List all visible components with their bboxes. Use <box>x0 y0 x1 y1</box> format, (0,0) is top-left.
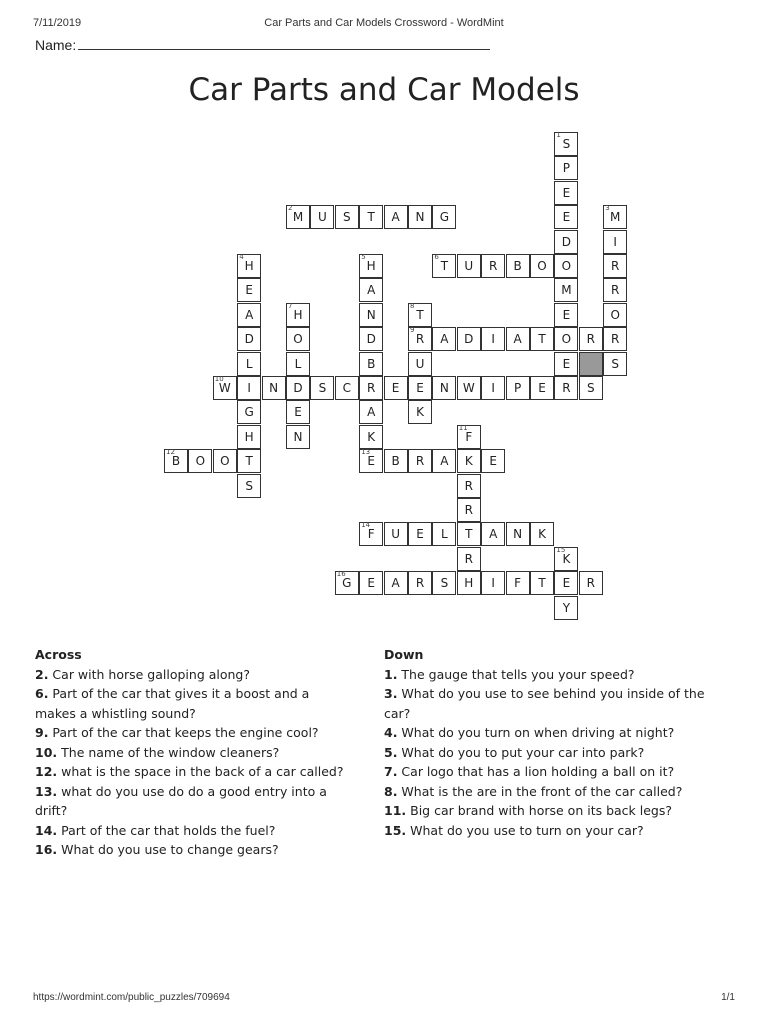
grid-cell[interactable] <box>530 522 554 546</box>
grid-cell[interactable] <box>457 547 481 571</box>
cell-letter: S <box>611 356 619 371</box>
down-clue <box>384 665 734 685</box>
grid-cell[interactable] <box>554 376 578 400</box>
cell-letter: W <box>462 381 475 395</box>
cell-letter: E <box>562 210 571 225</box>
grid-cell[interactable] <box>359 400 383 424</box>
cell-number: 16 <box>336 570 346 579</box>
cell-letter: T <box>440 259 449 273</box>
cell-letter: S <box>562 137 571 151</box>
grid-cell[interactable] <box>359 303 383 327</box>
cell-letter: M <box>610 210 621 225</box>
grid-cell[interactable] <box>481 254 505 278</box>
grid-cell[interactable] <box>579 327 603 351</box>
clue-text: What do you use to see behind you inside of the car? <box>384 686 705 721</box>
grid-cell[interactable] <box>554 132 578 156</box>
down-clue <box>384 684 734 723</box>
cell-letter: O <box>195 454 206 469</box>
grid-cell[interactable] <box>579 571 603 595</box>
name-label: Name: <box>35 37 77 53</box>
across-clue <box>35 665 353 685</box>
cell-letter: A <box>440 332 449 347</box>
grid-cell[interactable] <box>554 278 578 302</box>
cell-letter: N <box>415 210 425 225</box>
clue-text: What is the are in the front of the car called? <box>397 783 683 799</box>
name-field[interactable] <box>35 37 490 53</box>
grid-cell[interactable] <box>286 376 310 400</box>
grid-cell[interactable] <box>457 254 481 278</box>
grid-cell[interactable] <box>554 205 578 229</box>
across-clue <box>35 743 353 763</box>
cell-letter: R <box>489 259 498 273</box>
clue-text: What do you to put your car into park? <box>397 744 645 760</box>
cell-letter: D <box>561 234 572 249</box>
cell-letter: K <box>562 551 571 566</box>
clue-text: Car logo that has a lion holding a ball on it? <box>397 764 675 779</box>
grid-cell[interactable] <box>384 571 408 595</box>
clue-number: 8. <box>384 783 398 799</box>
cell-letter: T <box>538 576 546 591</box>
grid-cell[interactable] <box>359 352 383 376</box>
grid-cell[interactable] <box>554 327 578 351</box>
grid-cell[interactable] <box>603 303 627 327</box>
cell-letter: R <box>611 259 620 273</box>
clue-text: The name of the window cleaners? <box>57 744 280 760</box>
cell-letter: G <box>244 405 254 420</box>
down-clue <box>384 723 734 743</box>
clue-number: 11. <box>384 803 407 818</box>
cell-letter: D <box>464 332 474 347</box>
cell-letter: E <box>416 527 424 542</box>
cell-letter: I <box>491 381 495 395</box>
grid-cell[interactable] <box>286 352 310 376</box>
print-date: 7/11/2019 <box>33 17 82 29</box>
cell-letter: E <box>538 381 546 395</box>
clue-number: 6. <box>35 686 49 701</box>
cell-number: 3 <box>605 204 610 213</box>
grid-cell[interactable] <box>286 327 310 351</box>
cell-letter: L <box>294 356 302 371</box>
cell-number: 11 <box>458 423 468 432</box>
cell-letter: A <box>513 332 522 347</box>
cell-letter: E <box>562 576 571 591</box>
cell-letter: U <box>415 356 425 371</box>
cell-letter: A <box>367 283 376 298</box>
cell-letter: N <box>269 381 279 395</box>
cell-letter: O <box>537 259 547 273</box>
grid-cell[interactable] <box>554 352 578 376</box>
down-clue <box>384 821 734 841</box>
cell-letter: R <box>562 381 571 395</box>
grid-cell[interactable] <box>603 327 627 351</box>
grid-cell[interactable] <box>554 230 578 254</box>
cell-number: 7 <box>288 301 293 310</box>
grid-cell[interactable] <box>554 571 578 595</box>
grid-cell[interactable] <box>457 498 481 522</box>
cell-letter: T <box>367 210 375 225</box>
footer-page-number: 1/1 <box>721 992 735 1003</box>
down-clues <box>384 645 734 840</box>
cell-letter: I <box>491 576 495 591</box>
grid-cell[interactable] <box>237 352 261 376</box>
cell-letter: A <box>367 405 376 420</box>
grid-cell[interactable] <box>432 571 456 595</box>
grid-cell[interactable] <box>481 571 505 595</box>
grid-cell[interactable] <box>457 327 481 351</box>
cell-letter: N <box>366 307 376 322</box>
grid-cell[interactable] <box>359 254 383 278</box>
grid-cell[interactable] <box>481 376 505 400</box>
grid-cell[interactable] <box>237 376 261 400</box>
cell-number: 12 <box>166 448 175 457</box>
grid-cell[interactable] <box>237 400 261 424</box>
grid-cell[interactable] <box>432 327 456 351</box>
cell-letter: H <box>244 429 254 444</box>
cell-letter: T <box>465 527 473 542</box>
clue-text: what is the space in the back of a car called? <box>57 764 344 779</box>
cell-letter: S <box>342 210 351 225</box>
cell-number: 4 <box>239 253 244 261</box>
cell-letter: K <box>416 405 424 420</box>
cell-letter: P <box>513 381 522 395</box>
cell-letter: A <box>245 307 254 322</box>
cell-letter: O <box>293 332 303 347</box>
grid-cell[interactable] <box>506 571 530 595</box>
cell-number: 8 <box>410 301 415 310</box>
cell-letter: H <box>244 259 254 273</box>
grid-cell[interactable] <box>384 449 408 473</box>
grid-cell[interactable] <box>432 205 456 229</box>
grid-cell[interactable] <box>384 205 408 229</box>
name-underline[interactable] <box>78 37 490 50</box>
cell-letter: M <box>292 210 304 225</box>
cell-letter: P <box>562 161 571 176</box>
cell-letter: T <box>416 307 424 322</box>
clue-number: 16. <box>35 842 58 857</box>
across-clue <box>35 762 353 782</box>
cell-number: 2 <box>288 204 293 213</box>
grid-cell[interactable] <box>506 376 530 400</box>
clue-text: What do you use to turn on your car? <box>406 822 644 838</box>
cell-letter: R <box>586 332 595 347</box>
cell-letter: A <box>391 210 400 225</box>
cell-letter: R <box>464 551 473 566</box>
cell-number: 13 <box>361 448 371 457</box>
print-header-title: Car Parts and Car Models Crossword - WordMint <box>264 17 504 29</box>
grid-cell[interactable] <box>359 449 383 473</box>
grid-cell[interactable] <box>408 449 432 473</box>
cell-letter: H <box>464 576 474 591</box>
grid-cell[interactable] <box>554 303 578 327</box>
cell-letter: U <box>317 210 327 225</box>
clue-number: 15. <box>384 822 407 838</box>
cell-number: 14 <box>361 521 371 530</box>
cell-letter: O <box>610 307 620 322</box>
grid-cell[interactable] <box>237 254 261 278</box>
cell-letter: E <box>562 185 571 200</box>
grid-cell[interactable] <box>432 449 456 473</box>
cell-letter: S <box>318 381 327 395</box>
cell-letter: U <box>391 527 400 542</box>
cell-letter: U <box>464 259 474 273</box>
grid-cell[interactable] <box>530 327 554 351</box>
grid-cell[interactable] <box>310 205 334 229</box>
cell-letter: F <box>514 576 522 591</box>
grid-cell[interactable] <box>384 522 408 546</box>
grid-cell[interactable] <box>286 400 310 424</box>
cell-letter: E <box>416 381 424 395</box>
cell-letter: R <box>611 332 620 347</box>
across-clue <box>35 684 353 723</box>
cell-letter: K <box>367 429 376 444</box>
cell-letter: N <box>513 527 523 542</box>
grid-cell[interactable] <box>408 376 432 400</box>
cell-letter: E <box>562 307 571 322</box>
clue-number: 13. <box>35 783 58 799</box>
clue-number: 1. <box>384 666 398 682</box>
cell-letter: E <box>294 405 302 420</box>
grid-cell[interactable] <box>164 449 188 473</box>
footer-url: https://wordmint.com/public_puzzles/709694 <box>33 992 230 1003</box>
grid-cell[interactable] <box>408 400 432 424</box>
grid-cell[interactable] <box>457 474 481 498</box>
grid-cell[interactable] <box>603 254 627 278</box>
grid-cell[interactable] <box>457 376 481 400</box>
down-clue <box>384 782 734 802</box>
grid-cell[interactable] <box>408 205 432 229</box>
cell-letter: N <box>439 381 449 395</box>
cell-letter: M <box>561 283 572 298</box>
down-clue <box>384 801 734 821</box>
grid-cell[interactable] <box>237 278 261 302</box>
cell-number: 9 <box>410 326 415 335</box>
cell-letter: B <box>171 454 181 469</box>
cell-letter: R <box>464 478 473 493</box>
grid-cell[interactable] <box>335 376 359 400</box>
grid-cell[interactable] <box>481 449 505 473</box>
cell-letter: G <box>342 576 352 591</box>
grid-cell[interactable] <box>237 474 261 498</box>
grid-cell[interactable] <box>213 376 237 400</box>
clue-text: what do you use do do a good entry into a drift? <box>35 783 327 818</box>
shaded-cell <box>579 352 603 376</box>
grid-cell[interactable] <box>188 449 212 473</box>
grid-cell[interactable] <box>530 254 554 278</box>
grid-cell[interactable] <box>335 205 359 229</box>
cell-letter: R <box>586 576 595 591</box>
clue-text: Part of the car that gives it a boost and a makes a whistling sound? <box>35 686 310 721</box>
grid-cell[interactable] <box>506 522 530 546</box>
grid-cell[interactable] <box>579 376 603 400</box>
cell-letter: E <box>367 576 375 591</box>
grid-cell[interactable] <box>286 425 310 449</box>
cell-letter: C <box>342 381 351 395</box>
cell-letter: L <box>441 527 448 542</box>
cell-letter: W <box>218 381 231 395</box>
clue-number: 9. <box>35 725 49 740</box>
cell-letter: E <box>391 381 400 395</box>
cell-number: 1 <box>556 131 561 139</box>
cell-letter: I <box>613 234 617 249</box>
cell-letter: R <box>415 576 425 591</box>
cell-letter: D <box>293 381 303 395</box>
cell-letter: R <box>367 381 376 395</box>
cell-letter: I <box>247 381 251 395</box>
cell-letter: D <box>244 332 254 347</box>
cell-letter: T <box>538 332 546 347</box>
puzzle-title: Car Parts and Car Models <box>188 72 580 108</box>
grid-cell[interactable] <box>408 352 432 376</box>
clue-text: What do you turn on when driving at night? <box>397 725 675 740</box>
cell-letter: R <box>415 454 425 469</box>
across-clue <box>35 782 353 821</box>
across-clue <box>35 821 353 841</box>
grid-cell[interactable] <box>554 181 578 205</box>
grid-cell[interactable] <box>408 571 432 595</box>
grid-cell[interactable] <box>237 425 261 449</box>
grid-cell[interactable] <box>335 571 359 595</box>
cell-letter: E <box>245 283 253 298</box>
cell-number: 6 <box>434 253 439 261</box>
cell-letter: R <box>611 283 620 298</box>
across-clue <box>35 723 353 743</box>
grid-cell[interactable] <box>506 254 530 278</box>
clue-number: 4. <box>384 725 398 740</box>
cell-letter: G <box>439 210 450 225</box>
grid-cell[interactable] <box>457 425 481 449</box>
grid-cell[interactable] <box>286 303 310 327</box>
cell-letter: F <box>465 429 473 444</box>
clue-text: The gauge that tells you your speed? <box>397 666 635 682</box>
grid-cell[interactable] <box>237 449 261 473</box>
grid-cell[interactable] <box>603 230 627 254</box>
grid-cell[interactable] <box>359 205 383 229</box>
cell-letter: Y <box>562 600 571 615</box>
cell-number: 15 <box>556 545 566 554</box>
grid-cell[interactable] <box>603 205 627 229</box>
grid-cell[interactable] <box>554 156 578 180</box>
cell-letter: O <box>561 259 572 273</box>
clue-text: What do you use to change gears? <box>57 842 279 857</box>
across-clues <box>35 645 353 860</box>
cell-letter: O <box>220 454 230 469</box>
cell-letter: E <box>562 356 571 371</box>
clue-number: 5. <box>384 744 398 760</box>
clue-text: Big car brand with horse on its back legs? <box>406 803 673 818</box>
cell-letter: A <box>391 576 400 591</box>
clue-number: 2. <box>35 666 49 682</box>
cell-letter: N <box>293 429 303 444</box>
grid-cell[interactable] <box>530 376 554 400</box>
cell-letter: B <box>391 454 400 469</box>
grid-cell[interactable] <box>359 376 383 400</box>
grid-cell[interactable] <box>530 571 554 595</box>
cell-letter: S <box>440 576 449 591</box>
grid-cell[interactable] <box>359 571 383 595</box>
grid-cell[interactable] <box>481 327 505 351</box>
cell-letter: T <box>245 454 253 469</box>
clue-number: 10. <box>35 744 58 760</box>
grid-cell[interactable] <box>384 376 408 400</box>
cell-letter: H <box>293 307 303 322</box>
cell-letter: I <box>491 332 495 347</box>
cell-letter: S <box>586 381 595 395</box>
grid-cell[interactable] <box>506 327 530 351</box>
cell-number: 10 <box>214 375 224 383</box>
cell-letter: K <box>464 454 473 469</box>
across-heading: Across <box>35 647 82 662</box>
grid-cell[interactable] <box>432 254 456 278</box>
cell-letter: F <box>367 527 375 542</box>
grid-cell[interactable] <box>457 571 481 595</box>
cell-letter: L <box>245 356 253 371</box>
grid-cell[interactable] <box>237 327 261 351</box>
clue-text: Part of the car that holds the fuel? <box>57 822 276 838</box>
grid-cell[interactable] <box>432 376 456 400</box>
cell-letter: E <box>367 454 375 469</box>
grid-cell[interactable] <box>286 205 310 229</box>
grid-cell[interactable] <box>359 425 383 449</box>
clue-number: 12. <box>35 764 58 779</box>
cell-letter: B <box>513 259 522 273</box>
grid-cell[interactable] <box>554 596 578 620</box>
grid-cell[interactable] <box>554 547 578 571</box>
grid-cell[interactable] <box>432 522 456 546</box>
grid-cell[interactable] <box>457 449 481 473</box>
grid-cell[interactable] <box>554 254 578 278</box>
down-clue <box>384 743 734 763</box>
down-heading: Down <box>384 647 424 662</box>
grid-cell[interactable] <box>359 522 383 546</box>
grid-cell[interactable] <box>457 522 481 546</box>
cell-letter: H <box>366 259 376 273</box>
grid-cell[interactable] <box>603 352 627 376</box>
clue-text: Part of the car that keeps the engine cool? <box>48 725 319 740</box>
cell-letter: R <box>415 332 425 347</box>
clue-number: 7. <box>384 764 398 779</box>
grid-cell[interactable] <box>237 303 261 327</box>
cell-letter: K <box>538 527 546 542</box>
cell-number: 5 <box>361 253 366 261</box>
clue-number: 3. <box>384 686 398 701</box>
cell-letter: S <box>245 478 253 493</box>
cell-letter: D <box>366 332 376 347</box>
grid-cell[interactable] <box>408 522 432 546</box>
across-clue <box>35 840 353 860</box>
grid-cell[interactable] <box>310 376 334 400</box>
grid-cell[interactable] <box>213 449 237 473</box>
grid-cell[interactable] <box>359 327 383 351</box>
cell-letter: A <box>489 527 498 542</box>
grid-cell[interactable] <box>481 522 505 546</box>
down-clue <box>384 762 734 782</box>
clue-text: Car with horse galloping along? <box>48 666 251 682</box>
grid-cell[interactable] <box>603 278 627 302</box>
grid-cell[interactable] <box>408 327 432 351</box>
cell-letter: R <box>464 503 473 517</box>
cell-letter: E <box>489 454 497 469</box>
grid-cell[interactable] <box>408 303 432 327</box>
cell-letter: O <box>561 332 572 347</box>
clue-number: 14. <box>35 822 58 838</box>
cell-letter: B <box>367 356 376 371</box>
grid-cell[interactable] <box>262 376 286 400</box>
grid-cell[interactable] <box>359 278 383 302</box>
cell-letter: A <box>440 454 449 469</box>
